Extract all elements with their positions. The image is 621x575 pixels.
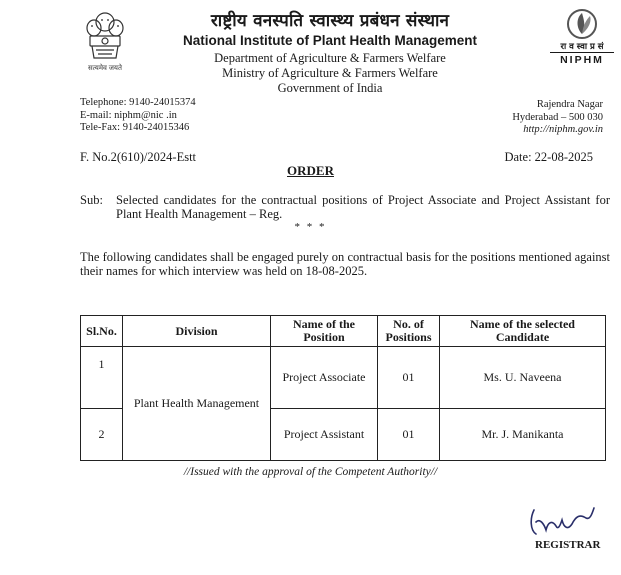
ministry-name: Ministry of Agriculture & Farmers Welfare bbox=[222, 66, 438, 80]
cell-division: Plant Health Management bbox=[123, 347, 271, 461]
header-candidate-line2: Candidate bbox=[495, 330, 550, 344]
issued-note: //Issued with the approval of the Competent Authority// bbox=[183, 466, 438, 478]
cell-slno: 1 bbox=[81, 347, 123, 409]
email: E-mail: niphm@nic .in bbox=[80, 109, 177, 121]
file-number: F. No.2(610)/2024-Estt bbox=[80, 150, 197, 164]
address-line-1: Rajendra Nagar bbox=[536, 99, 603, 110]
cell-slno: 2 bbox=[81, 409, 123, 461]
header-candidate-line1: Name of the selected bbox=[470, 317, 575, 331]
header-slno: Sl.No. bbox=[81, 316, 123, 347]
niphm-logo-icon bbox=[562, 8, 602, 40]
header-position-line1: Name of the bbox=[293, 317, 355, 331]
separator-stars: * * * bbox=[294, 221, 327, 233]
order-body: The following candidates shall be engaged purely on contractual basis for the positions mentioned against their names for which interview was held on 18-08-2025. bbox=[80, 250, 610, 278]
institute-title-hindi: राष्ट्रीय वनस्पति स्वास्थ्य प्रबंधन संस्थान bbox=[210, 11, 450, 31]
table-row bbox=[81, 347, 606, 409]
subject-label: Sub: bbox=[80, 193, 103, 207]
header-division: Division bbox=[123, 316, 271, 347]
telefax: Tele-Fax: 9140-24015346 bbox=[80, 122, 190, 133]
telephone: Telephone: 9140-24015374 bbox=[80, 97, 196, 108]
header-count-line2: Positions bbox=[385, 330, 432, 344]
header-positions-count bbox=[378, 316, 440, 347]
header-count-line1: No. of bbox=[393, 317, 424, 331]
order-date: Date: 22-08-2025 bbox=[504, 150, 593, 164]
header-position-line2: Position bbox=[303, 330, 345, 344]
selected-candidates-table bbox=[80, 315, 606, 461]
address-line-2: Hyderabad – 500 030 bbox=[512, 111, 603, 123]
logo-hindi-acronym: रा व स्वा प्र सं bbox=[560, 42, 604, 52]
table-header-row bbox=[81, 316, 606, 347]
signature-icon bbox=[528, 500, 598, 540]
contact-details bbox=[80, 97, 196, 135]
registrar-signatory: REGISTRAR bbox=[535, 539, 601, 551]
government-name: Government of India bbox=[277, 81, 383, 95]
subject-text: Selected candidates for the contractual positions of Project Associate and Project Assistant for Plant Health Management – Reg. bbox=[116, 193, 610, 221]
institute-title-english: National Institute of Plant Health Management bbox=[182, 33, 478, 48]
website-link[interactable]: http://niphm.gov.in bbox=[523, 124, 603, 135]
department-name: Department of Agriculture & Farmers Welfare bbox=[214, 51, 446, 65]
cell-position: Project Associate bbox=[271, 347, 378, 409]
order-title: ORDER bbox=[287, 163, 334, 178]
cell-candidate: Ms. U. Naveena bbox=[440, 347, 606, 409]
header-position bbox=[271, 316, 378, 347]
department-block bbox=[160, 51, 500, 96]
header-candidate bbox=[440, 316, 606, 347]
cell-position: Project Assistant bbox=[271, 409, 378, 461]
cell-count: 01 bbox=[378, 347, 440, 409]
cell-count: 01 bbox=[378, 409, 440, 461]
address-block bbox=[512, 99, 603, 137]
cell-candidate: Mr. J. Manikanta bbox=[440, 409, 606, 461]
emblem-caption: सत्यमेव जयते bbox=[88, 64, 122, 72]
logo-english-acronym: NIPHM bbox=[550, 52, 614, 66]
